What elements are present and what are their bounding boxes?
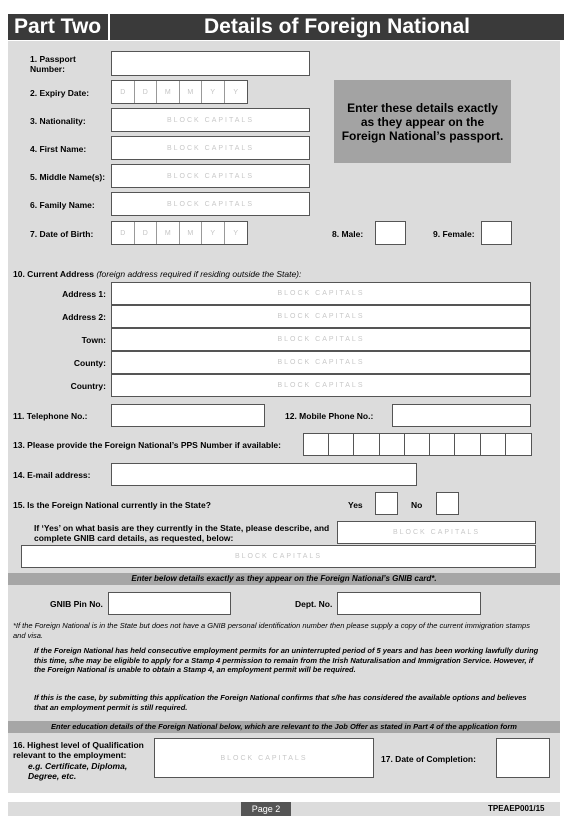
passport-number-input[interactable] bbox=[111, 51, 310, 76]
pps-digit-cell[interactable] bbox=[481, 434, 506, 455]
current-address-title: 10. Current Address bbox=[13, 269, 94, 279]
passport-label: 1. Passport Number: bbox=[30, 54, 76, 74]
education-instruction-band: Enter education details of the Foreign National below, which are relevant to the Job Offer as stated in Part 4 of the application form bbox=[8, 721, 560, 733]
pps-digit-cell[interactable] bbox=[304, 434, 329, 455]
date-cell: M bbox=[157, 222, 180, 244]
passport-instruction-box: Enter these details exactly as they appear on the Foreign National’s passport. bbox=[334, 80, 511, 163]
dept-no-label: Dept. No. bbox=[295, 599, 333, 609]
town-label: Town: bbox=[81, 335, 106, 345]
county-input[interactable]: BLOCK CAPITALS bbox=[111, 351, 531, 374]
female-label: 9. Female: bbox=[433, 229, 475, 239]
address2-label: Address 2: bbox=[62, 312, 106, 322]
current-address-note: (foreign address required if residing outside the State): bbox=[96, 269, 302, 279]
section-title: Details of Foreign National bbox=[110, 14, 564, 40]
county-label: County: bbox=[73, 358, 106, 368]
gnib-pin-label: GNIB Pin No. bbox=[50, 599, 103, 609]
pps-digit-cell[interactable] bbox=[405, 434, 430, 455]
no-label: No bbox=[411, 500, 423, 510]
part-heading: Part Two bbox=[8, 14, 108, 40]
pps-digit-cell[interactable] bbox=[506, 434, 531, 455]
country-input[interactable]: BLOCK CAPITALS bbox=[111, 374, 531, 397]
date-cell: D bbox=[112, 81, 135, 103]
pps-digit-cell[interactable] bbox=[354, 434, 379, 455]
in-state-label: 15. Is the Foreign National currently in the State? bbox=[13, 500, 211, 510]
page-number: Page 2 bbox=[241, 802, 291, 816]
dept-no-input[interactable] bbox=[337, 592, 481, 615]
mobile-input[interactable] bbox=[392, 404, 531, 427]
female-checkbox[interactable] bbox=[481, 221, 512, 245]
stamp4-paragraph-1: If the Foreign National has held consecutive employment permits for an uninterrupted period of 5 years and has been working lawfully during this time, s/he may be eligible to apply for a Stamp 4 permission to remain from the Irish Naturalisation and Immigration Service. However, if the Foreign National is unable to obtain a Stamp 4, an employment permit will be required. bbox=[34, 646, 539, 674]
qualification-label: 16. Highest level of Qualification relevant to the employment: bbox=[13, 740, 144, 760]
first-name-label: 4. First Name: bbox=[30, 144, 87, 154]
date-cell: Y bbox=[233, 88, 239, 96]
date-cell: Y bbox=[202, 81, 225, 103]
basis-detail-input[interactable]: BLOCK CAPITALS bbox=[21, 545, 536, 568]
country-label: Country: bbox=[70, 381, 106, 391]
town-input[interactable]: BLOCK CAPITALS bbox=[111, 328, 531, 351]
address1-input[interactable]: BLOCK CAPITALS bbox=[111, 282, 531, 305]
gnib-footnote: *If the Foreign National is in the State but does not have a GNIB personal identification number then please supply a copy of the current immigration stamps and visa. bbox=[13, 621, 530, 640]
yes-label: Yes bbox=[348, 500, 363, 510]
date-cell: Y bbox=[233, 229, 239, 237]
date-cell: Y bbox=[202, 222, 225, 244]
first-name-input[interactable]: BLOCK CAPITALS bbox=[111, 136, 310, 160]
date-cell: D bbox=[135, 222, 158, 244]
completion-date-label: 17. Date of Completion: bbox=[381, 754, 476, 764]
address1-label: Address 1: bbox=[62, 289, 106, 299]
basis-input[interactable]: BLOCK CAPITALS bbox=[337, 521, 536, 544]
male-label: 8. Male: bbox=[332, 229, 364, 239]
telephone-input[interactable] bbox=[111, 404, 265, 427]
pps-number-input[interactable] bbox=[303, 433, 532, 456]
qualification-examples: e.g. Certificate, Diploma, Degree, etc. bbox=[28, 761, 128, 781]
middle-names-input[interactable]: BLOCK CAPITALS bbox=[111, 164, 310, 188]
nationality-label: 3. Nationality: bbox=[30, 116, 86, 126]
qualification-input[interactable]: BLOCK CAPITALS bbox=[154, 738, 374, 778]
date-cell: D bbox=[112, 222, 135, 244]
gnib-pin-input[interactable] bbox=[108, 592, 231, 615]
no-checkbox[interactable] bbox=[436, 492, 459, 515]
expiry-date-input[interactable] bbox=[111, 80, 248, 104]
basis-label: If ‘Yes’ on what basis are they currently in the State, please describe, and complete GNIB card details, as requested, below: bbox=[34, 523, 330, 543]
pps-digit-cell[interactable] bbox=[430, 434, 455, 455]
stamp4-paragraph-2: If this is the case, by submitting this application the Foreign National confirms that s/he has considered the available options and believes that an employment permit is still required. bbox=[34, 693, 527, 712]
pps-digit-cell[interactable] bbox=[455, 434, 480, 455]
family-name-input[interactable]: BLOCK CAPITALS bbox=[111, 192, 310, 216]
nationality-input[interactable]: BLOCK CAPITALS bbox=[111, 108, 310, 132]
completion-date-input[interactable] bbox=[496, 738, 550, 778]
pps-digit-cell[interactable] bbox=[329, 434, 354, 455]
form-code: TPEAEP001/15 bbox=[488, 804, 545, 813]
current-address-label bbox=[13, 269, 301, 279]
pps-digit-cell[interactable] bbox=[380, 434, 405, 455]
pps-label: 13. Please provide the Foreign National’s PPS Number if available: bbox=[13, 440, 281, 450]
telephone-label: 11. Telephone No.: bbox=[13, 411, 88, 421]
date-cell: D bbox=[135, 81, 158, 103]
middle-names-label: 5. Middle Name(s): bbox=[30, 172, 106, 182]
male-checkbox[interactable] bbox=[375, 221, 406, 245]
expiry-date-label: 2. Expiry Date: bbox=[30, 88, 90, 98]
date-cell: M bbox=[157, 81, 180, 103]
date-of-birth-input[interactable] bbox=[111, 221, 248, 245]
email-input[interactable] bbox=[111, 463, 417, 486]
yes-checkbox[interactable] bbox=[375, 492, 398, 515]
family-name-label: 6. Family Name: bbox=[30, 200, 95, 210]
date-cell: M bbox=[180, 222, 203, 244]
email-label: 14. E-mail address: bbox=[13, 470, 91, 480]
gnib-instruction-band: Enter below details exactly as they appear on the Foreign National’s GNIB card*. bbox=[8, 573, 560, 585]
date-of-birth-label: 7. Date of Birth: bbox=[30, 229, 94, 239]
mobile-label: 12. Mobile Phone No.: bbox=[285, 411, 374, 421]
address2-input[interactable]: BLOCK CAPITALS bbox=[111, 305, 531, 328]
date-cell: M bbox=[180, 81, 203, 103]
